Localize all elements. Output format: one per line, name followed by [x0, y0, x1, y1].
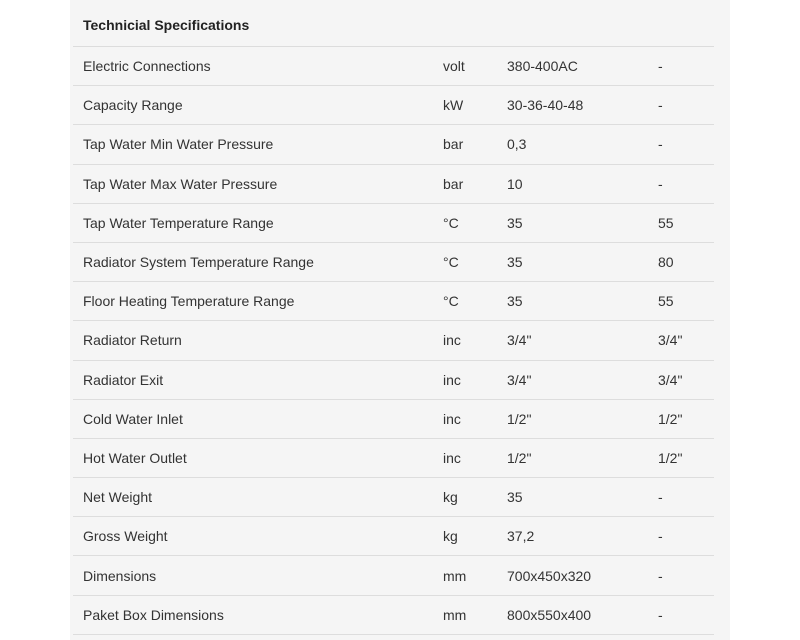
spec-value-min: 800x550x400	[507, 606, 592, 623]
spec-value-max: -	[658, 528, 663, 545]
spec-value-min: 1/2"	[507, 410, 532, 427]
table-row	[73, 86, 714, 125]
spec-value-min: 30-36-40-48	[507, 97, 584, 114]
spec-value-max: 1/2"	[658, 449, 683, 466]
spec-unit: inc	[443, 371, 461, 388]
spec-unit: mm	[443, 606, 467, 623]
spec-unit: inc	[443, 449, 461, 466]
spec-unit: °C	[443, 214, 459, 231]
spec-value-max: 3/4"	[658, 371, 683, 388]
spec-unit: volt	[443, 58, 465, 75]
spec-unit: kg	[443, 489, 458, 506]
spec-value-min: 0,3	[507, 136, 527, 153]
spec-value-max: -	[658, 175, 663, 192]
spec-value-max: 3/4"	[658, 332, 683, 349]
spec-value-max: -	[658, 567, 663, 584]
spec-name: Radiator System Temperature Range	[83, 254, 314, 271]
table-row	[73, 204, 714, 243]
spec-name: Net Weight	[83, 489, 152, 506]
spec-name: Capacity Range	[83, 97, 183, 114]
spec-value-min: 700x450x320	[507, 567, 592, 584]
spec-value-min: 3/4"	[507, 371, 532, 388]
spec-name: Dimensions	[83, 567, 157, 584]
spec-unit: bar	[443, 175, 464, 192]
spec-unit: °C	[443, 254, 459, 271]
spec-value-min: 3/4"	[507, 332, 532, 349]
spec-value-max: -	[658, 97, 663, 114]
spec-value-max: -	[658, 136, 663, 153]
spec-unit: bar	[443, 136, 464, 153]
table-row	[73, 282, 714, 321]
spec-value-max: 1/2"	[658, 410, 683, 427]
spec-value-min: 37,2	[507, 528, 535, 545]
table-row	[73, 478, 714, 517]
table-row	[73, 361, 714, 400]
spec-name: Cold Water Inlet	[83, 410, 183, 427]
table-row	[73, 243, 714, 282]
table-row	[73, 400, 714, 439]
spec-value-min: 1/2"	[507, 449, 532, 466]
spec-value-min: 380-400AC	[507, 58, 578, 75]
spec-value-max: 55	[658, 214, 674, 231]
spec-name: Radiator Exit	[83, 371, 164, 388]
spec-unit: kW	[443, 97, 464, 114]
spec-panel	[70, 0, 730, 640]
spec-value-min: 35	[507, 489, 523, 506]
spec-name: Hot Water Outlet	[83, 449, 187, 466]
table-row	[73, 517, 714, 556]
spec-name: Paket Box Dimensions	[83, 606, 224, 623]
spec-value-min: 35	[507, 293, 523, 310]
spec-unit: inc	[443, 332, 461, 349]
table-row	[73, 596, 714, 635]
spec-unit: kg	[443, 528, 458, 545]
table-row	[73, 47, 714, 86]
table-row	[73, 321, 714, 360]
table-row	[73, 165, 714, 204]
table-row	[73, 556, 714, 595]
spec-unit: mm	[443, 567, 467, 584]
spec-value-min: 35	[507, 214, 523, 231]
spec-table	[73, 47, 714, 635]
spec-value-max: 55	[658, 293, 674, 310]
spec-name: Tap Water Min Water Pressure	[83, 136, 274, 153]
spec-value-max: 80	[658, 254, 674, 271]
spec-name: Electric Connections	[83, 58, 211, 75]
spec-name: Radiator Return	[83, 332, 182, 349]
spec-value-min: 35	[507, 254, 523, 271]
spec-name: Tap Water Temperature Range	[83, 214, 274, 231]
table-row	[73, 125, 714, 164]
spec-unit: inc	[443, 410, 461, 427]
spec-value-min: 10	[507, 175, 523, 192]
spec-value-max: -	[658, 58, 663, 75]
spec-value-max: -	[658, 489, 663, 506]
spec-name: Floor Heating Temperature Range	[83, 293, 295, 310]
spec-title: Technicial Specifications	[83, 17, 250, 33]
spec-value-max: -	[658, 606, 663, 623]
table-row	[73, 439, 714, 478]
spec-name: Tap Water Max Water Pressure	[83, 175, 278, 192]
spec-name: Gross Weight	[83, 528, 168, 545]
spec-unit: °C	[443, 293, 459, 310]
